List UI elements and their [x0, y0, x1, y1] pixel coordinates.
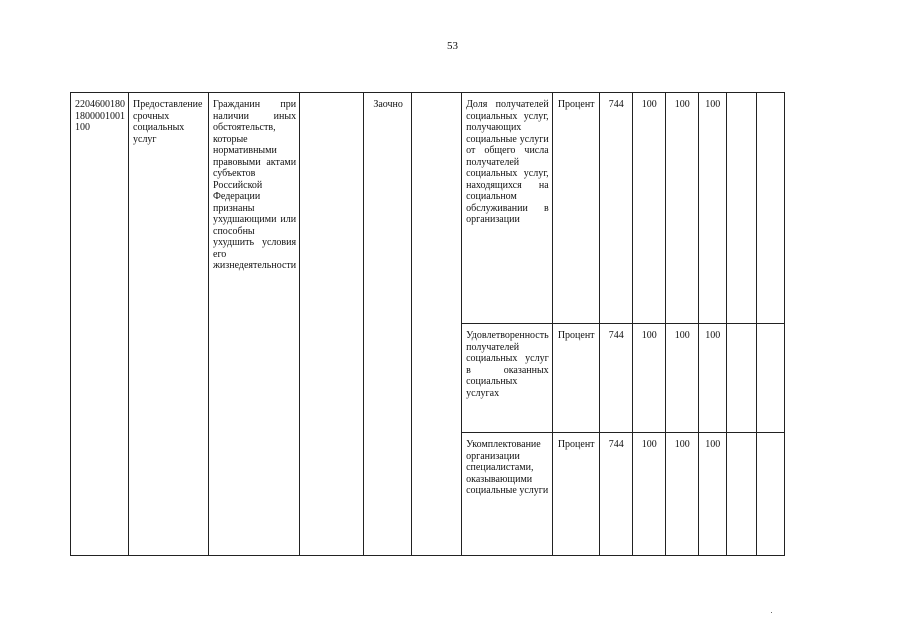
indicator-unit: Процент	[557, 99, 595, 110]
indicator-unit-cell	[552, 324, 599, 433]
service-name-cell	[129, 93, 209, 556]
indicator-unit-cell	[552, 93, 599, 324]
service-form-cell	[364, 93, 412, 556]
indicator-name: Удовлетворенность получателей социальных услуг в оказанных социальных услугах	[466, 330, 549, 399]
indicator-value-cell	[665, 93, 698, 324]
empty-cell	[756, 93, 784, 324]
indicator-value-3: 100	[705, 99, 721, 110]
indicator-value-cell	[632, 433, 665, 556]
indicator-name: Укомплектование организации специалистами, оказывающими социальные услуги	[466, 439, 549, 496]
empty-cell	[726, 324, 756, 433]
indicator-value-2: 100	[674, 439, 690, 450]
empty-cell	[726, 433, 756, 556]
indicator-okei-cell	[599, 324, 632, 433]
service-code-cell	[71, 93, 129, 556]
indicator-value-cell	[698, 93, 726, 324]
indicator-okei: 744	[608, 330, 624, 341]
indicator-unit: Процент	[557, 330, 595, 341]
indicator-value-1: 100	[641, 99, 657, 110]
empty-cell	[300, 93, 364, 556]
scan-speck	[771, 612, 772, 613]
indicator-value-3: 100	[705, 439, 721, 450]
page-number: 53	[447, 40, 458, 52]
indicator-value-1: 100	[641, 330, 657, 341]
indicator-name-cell	[462, 93, 553, 324]
indicator-value-cell	[665, 324, 698, 433]
indicators-table	[70, 92, 785, 556]
indicator-name: Доля получателей социальных услуг, получающих социальные услуги от общего числа получателей социальных услуг, находящихся на социальном обслуживании в организации	[466, 99, 549, 225]
indicator-value-2: 100	[674, 330, 690, 341]
indicator-okei: 744	[608, 439, 624, 450]
service-form: Заочно	[373, 99, 403, 110]
indicator-okei-cell	[599, 93, 632, 324]
indicator-unit-cell	[552, 433, 599, 556]
service-name: Предоставление срочных социальных услуг	[133, 99, 203, 145]
empty-cell	[412, 93, 462, 556]
indicator-value-cell	[665, 433, 698, 556]
service-category: Гражданин при наличии иных обстоятельств, которые нормативными правовыми актами субъектов Российской Федерации признаны ухудшающими или способны ухудшить условия его жизнедеятельности	[213, 99, 297, 271]
table-row	[71, 93, 785, 324]
indicator-value-2: 100	[674, 99, 690, 110]
indicator-value-1: 100	[641, 439, 657, 450]
indicator-value-cell	[698, 433, 726, 556]
service-code: 2204600180 1800001001 100	[75, 99, 125, 133]
indicator-value-cell	[632, 324, 665, 433]
indicator-value-3: 100	[705, 330, 721, 341]
empty-cell	[756, 433, 784, 556]
indicator-name-cell	[462, 433, 553, 556]
indicator-okei-cell	[599, 433, 632, 556]
indicator-value-cell	[698, 324, 726, 433]
empty-cell	[726, 93, 756, 324]
indicator-okei: 744	[608, 99, 624, 110]
service-category-cell	[209, 93, 300, 556]
empty-cell	[756, 324, 784, 433]
indicator-unit: Процент	[557, 439, 595, 450]
indicator-name-cell	[462, 324, 553, 433]
indicator-value-cell	[632, 93, 665, 324]
